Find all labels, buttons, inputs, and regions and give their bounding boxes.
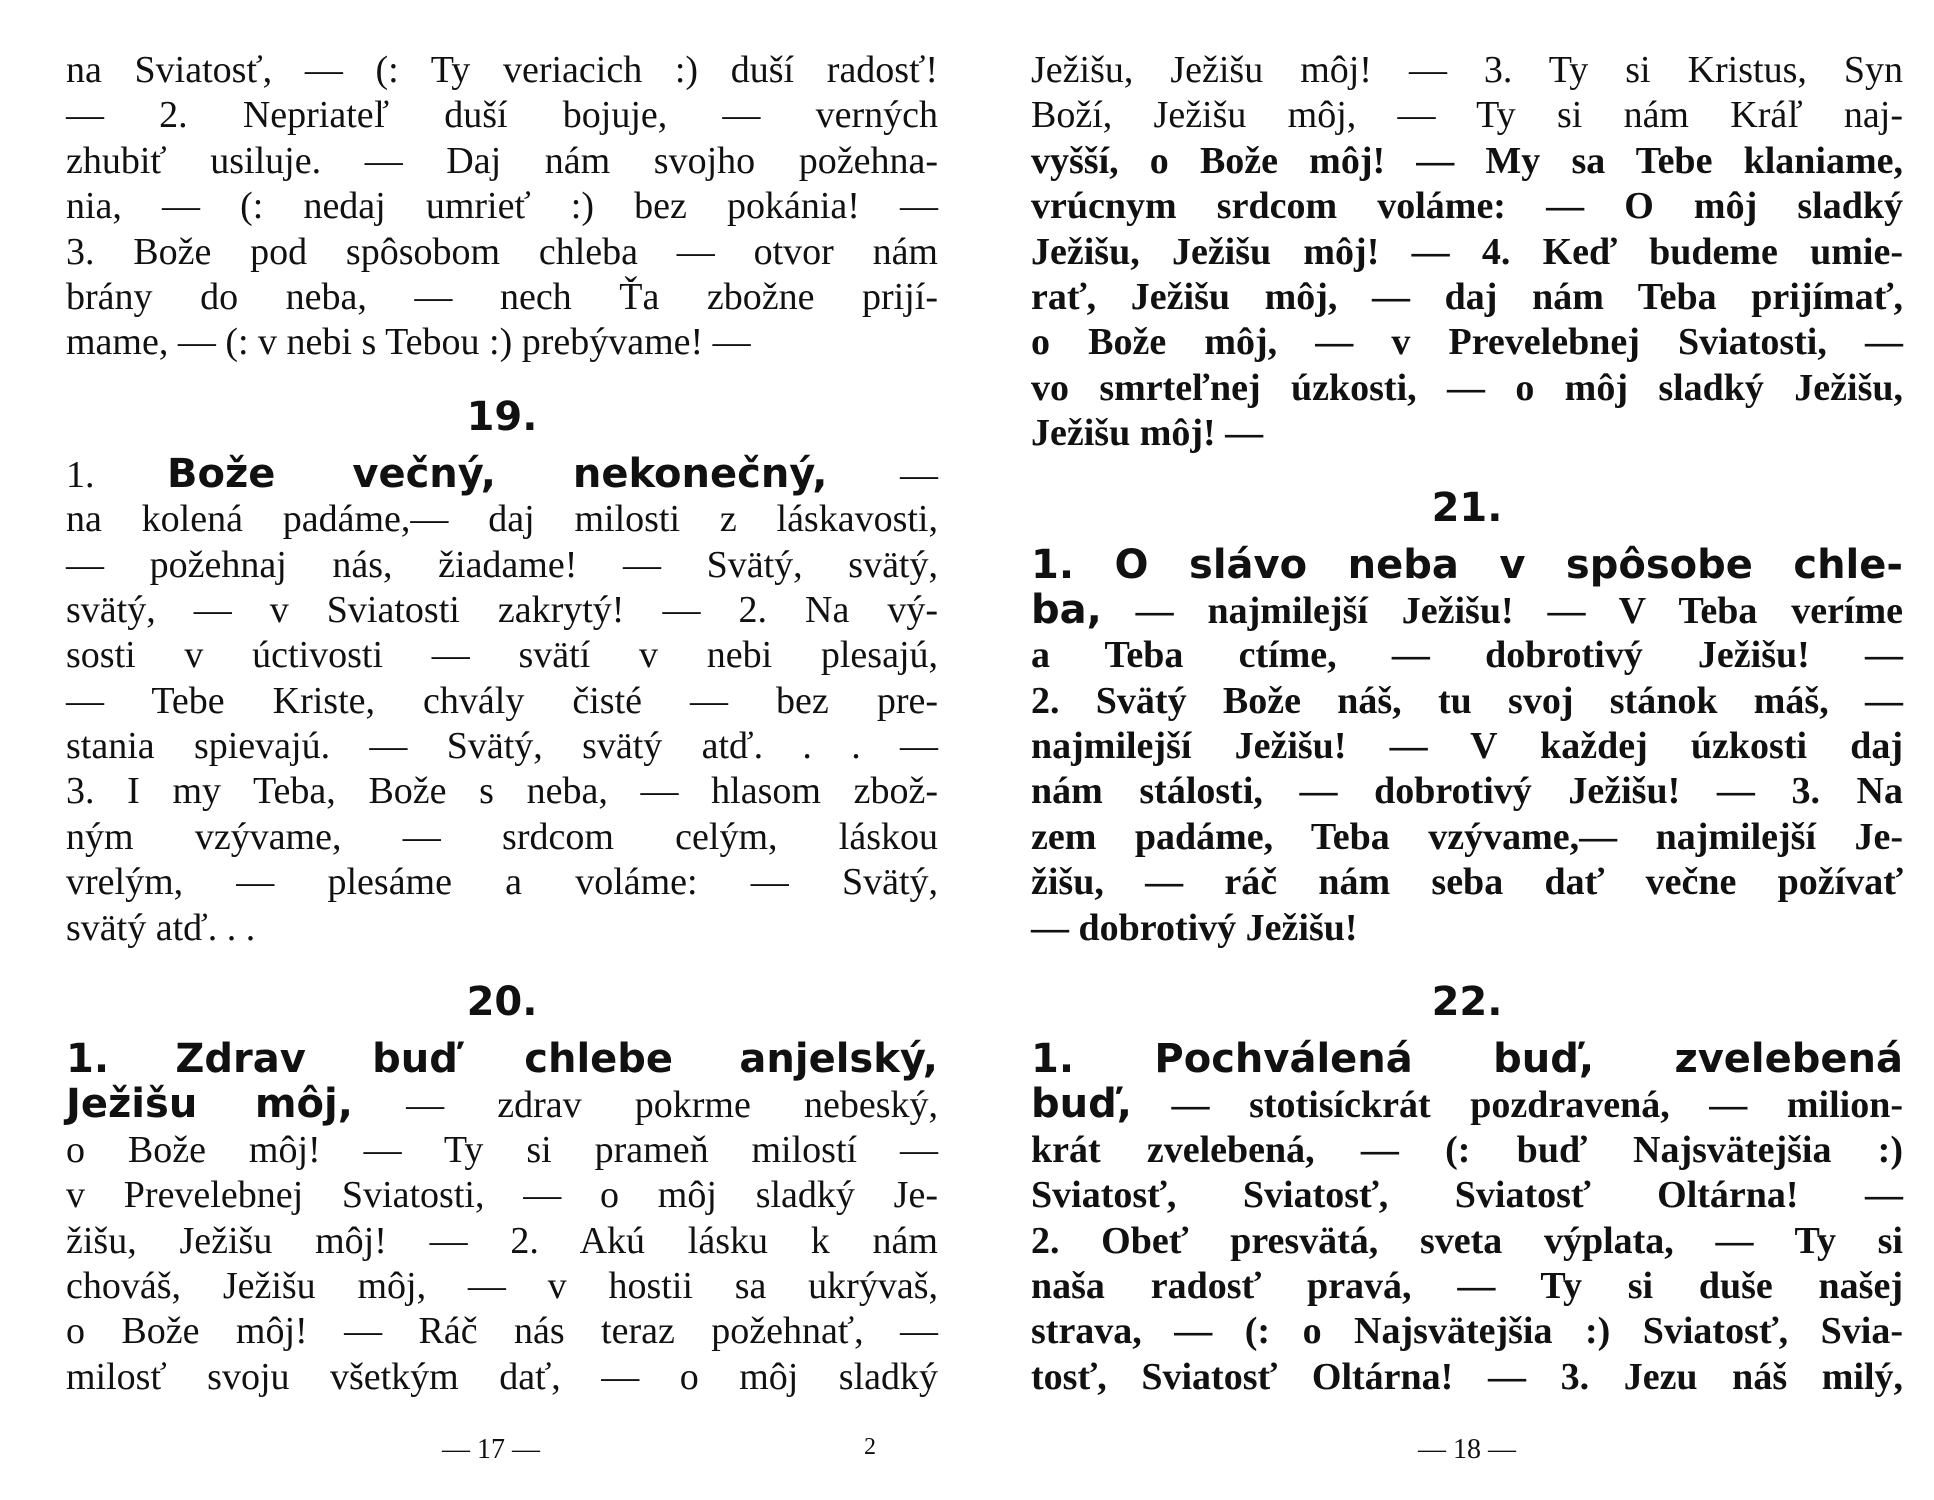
- song-22: [1031, 1037, 1903, 1400]
- song-title-line: 1. O slávo neba v spôsobe chle-: [1031, 541, 1903, 588]
- text-line: — dobrotivý Ježišu!: [1031, 906, 1358, 949]
- song-title: buď,: [1031, 1081, 1132, 1128]
- song-number-20: 20.: [466, 979, 538, 1026]
- text-line: — požehnaj nás, žiadame! — Svätý, svätý,: [66, 543, 938, 586]
- text-line: o Bože môj! — Ráč nás teraz požehnať, —: [66, 1310, 938, 1353]
- text-line: svätý, — v Sviatosti zakrytý! — 2. Na vý-: [66, 588, 938, 631]
- left-page: [66, 48, 938, 1400]
- text-line: vo smrteľnej úzkosti, — o môj sladký Ježišu,: [1031, 366, 1903, 409]
- text-line: tosť, Sviatosť Oltárna! — 3. Jezu náš milý,: [1031, 1355, 1903, 1398]
- text-line: 2. Svätý Bože náš, tu svoj stánok máš, —: [1031, 679, 1903, 722]
- text-line: o Bože môj! — Ty si prameň milostí —: [66, 1128, 938, 1171]
- song-title: Bože večný, nekonečný,: [167, 450, 828, 497]
- text-line: — Tebe Kriste, chvály čisté — bez pre-: [66, 679, 938, 722]
- song-title-line: 1. Pochválená buď, zvelebená: [1031, 1036, 1903, 1083]
- text-line: zhubiť usiluje. — Daj nám svojho požehna-: [66, 139, 938, 182]
- text-line: svätý atď. . .: [66, 906, 256, 949]
- song-title-line: [1031, 588, 1903, 633]
- page-number-right: — 18 —: [1418, 1434, 1516, 1465]
- text-line: nám stálosti, — dobrotivý Ježišu! — 3. Na: [1031, 770, 1903, 813]
- right-intro-text: [1031, 48, 1903, 457]
- text-line: milosť svoju všetkým dať, — o môj sladký: [66, 1355, 938, 1398]
- text-line: chováš, Ježišu môj, — v hostii sa ukrývaš,: [66, 1264, 938, 1307]
- song-number-21: 21.: [1431, 484, 1503, 531]
- text-fragment: — stotisíckrát pozdravená, — milion-: [1171, 1084, 1904, 1127]
- text-line: vrúcnym srdcom voláme: — O môj sladký: [1031, 185, 1903, 228]
- text-line: najmilejší Ježišu! — V každej úzkosti daj: [1031, 725, 1903, 768]
- text-line: brány do neba, — nech Ťa zbožne prijí-: [66, 275, 938, 318]
- signature-mark: 2: [864, 1434, 876, 1460]
- text-line: Ježišu, Ježišu môj! — 4. Keď budeme umie-: [1031, 230, 1903, 273]
- song-title-line: [1031, 1082, 1903, 1127]
- text-line: a Teba ctíme, — dobrotivý Ježišu! —: [1031, 634, 1903, 677]
- song-number-22: 22.: [1431, 979, 1503, 1026]
- verse-number: 1.: [66, 453, 95, 496]
- song-title-line: [66, 452, 938, 497]
- song-19: [66, 452, 938, 951]
- text-line: nia, — (: nedaj umrieť :) bez pokánia! —: [66, 185, 938, 228]
- text-fragment: — zdrav pokrme nebeský,: [406, 1084, 939, 1127]
- right-page: [1031, 48, 1903, 1400]
- song-title-line: 1. Zdrav buď chlebe anjelský,: [66, 1036, 938, 1083]
- text-line: 2. Obeť presvätá, sveta výplata, — Ty si: [1031, 1219, 1903, 1262]
- song-title-line: [66, 1082, 938, 1127]
- text-line: rať, Ježišu môj, — daj nám Teba prijímať,: [1031, 275, 1903, 318]
- text-line: 3. Bože pod spôsobom chleba — otvor nám: [66, 230, 938, 273]
- text-line: žišu, Ježišu môj! — 2. Akú lásku k nám: [66, 1219, 938, 1262]
- song-21: [1031, 543, 1903, 952]
- text-line: na kolená padáme,— daj milosti z láskavosti,: [66, 498, 938, 541]
- left-intro-text: [66, 48, 938, 366]
- text-line: zem padáme, Teba vzývame,— najmilejší Je-: [1031, 815, 1903, 858]
- text-line: Ježišu, Ježišu môj! — 3. Ty si Kristus, Syn: [1031, 49, 1903, 91]
- song-20: [66, 1037, 938, 1400]
- text-line: 3. I my Teba, Bože s neba, — hlasom zbož-: [66, 770, 938, 813]
- song-title: ba,: [1031, 586, 1102, 633]
- text-line: o Bože môj, — v Prevelebnej Sviatosti, —: [1031, 321, 1903, 364]
- song-number-19: 19.: [466, 393, 538, 440]
- text-line: v Prevelebnej Sviatosti, — o môj sladký Je-: [66, 1174, 938, 1217]
- text-line: ným vzývame, — srdcom celým, láskou: [66, 815, 938, 858]
- text-line: krát zvelebená, — (: buď Najsvätejšia :): [1031, 1128, 1903, 1171]
- text-line: Boží, Ježišu môj, — Ty si nám Kráľ naj-: [1031, 94, 1903, 137]
- text-line: — 2. Nepriateľ duší bojuje, — verných: [66, 94, 938, 137]
- text-line: Sviatosť, Sviatosť, Sviatosť Oltárna! —: [1031, 1174, 1903, 1217]
- text-line: stania spievajú. — Svätý, svätý atď. . . —: [66, 725, 938, 768]
- text-line: naša radosť pravá, — Ty si duše našej: [1031, 1264, 1903, 1307]
- page-number-left: — 17 —: [442, 1434, 540, 1465]
- text-line: na Sviatosť, — (: Ty veriacich :) duší radosť!: [66, 49, 938, 91]
- text-line: mame, — (: v nebi s Tebou :) prebývame! —: [66, 321, 751, 364]
- dash: —: [900, 453, 939, 496]
- song-title: Ježišu môj,: [66, 1081, 353, 1128]
- text-fragment: — najmilejší Ježišu! — V Teba veríme: [1135, 589, 1904, 632]
- text-line: strava, — (: o Najsvätejšia :) Sviatosť, Svia-: [1031, 1310, 1903, 1353]
- text-line: Ježišu môj! —: [1031, 412, 1264, 455]
- text-line: vyšší, o Bože môj! — My sa Tebe klaniame,: [1031, 139, 1903, 182]
- text-line: žišu, — ráč nám seba dať večne požívať: [1031, 861, 1903, 904]
- text-line: sosti v úctivosti — svätí v nebi plesajú,: [66, 634, 938, 677]
- text-line: vrelým, — plesáme a voláme: — Svätý,: [66, 861, 938, 904]
